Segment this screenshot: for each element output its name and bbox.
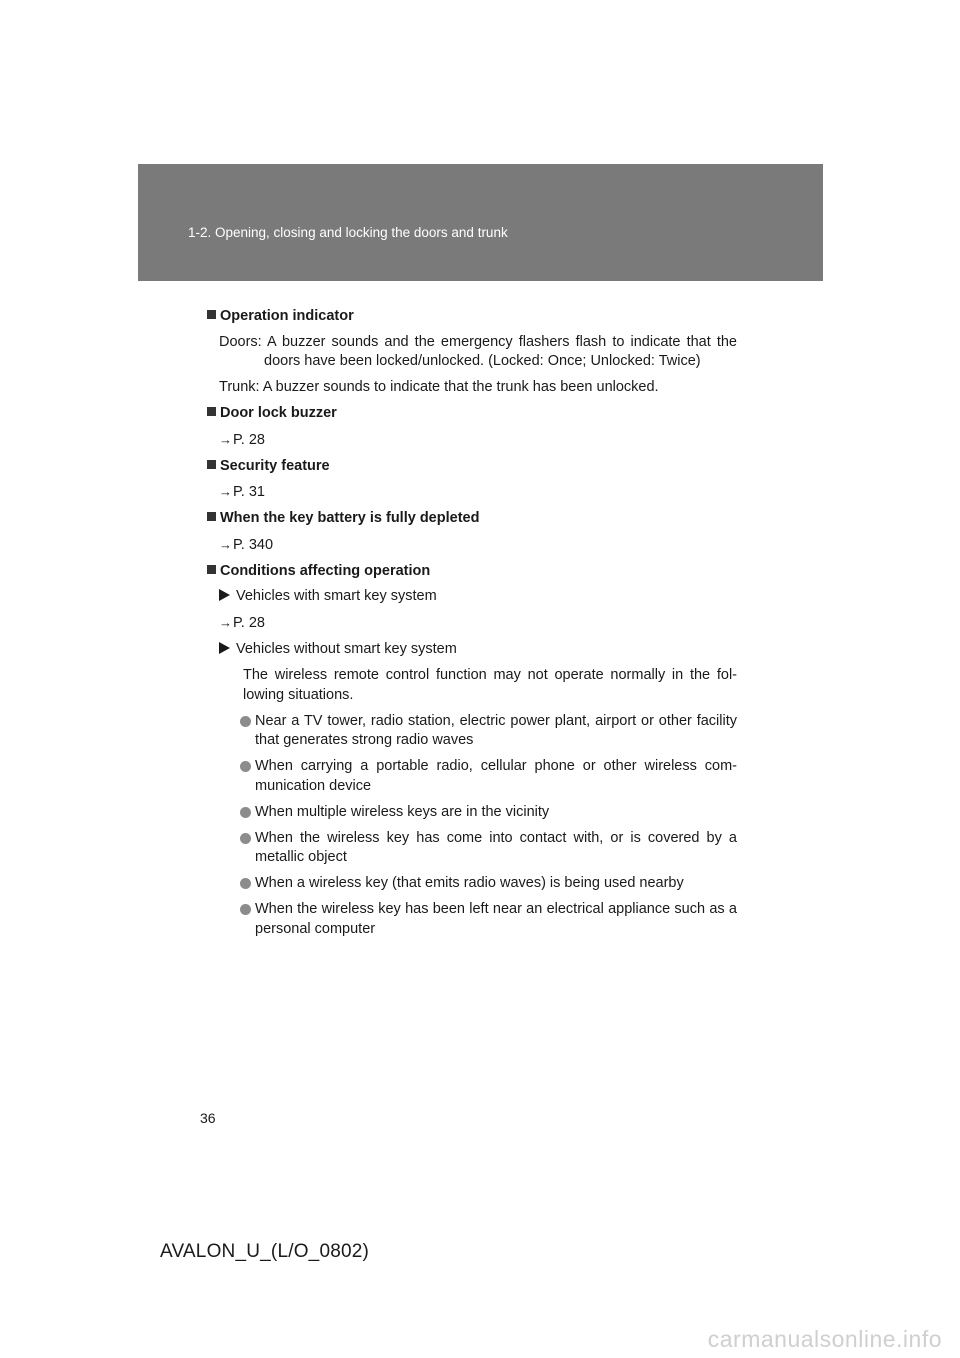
bullet-dot-icon [240,807,251,818]
arrow-right-icon: → [219,484,232,499]
triangle-marker-icon [219,589,230,601]
watermark: carmanualsonline.info [707,1326,942,1352]
vehicle-type-smart: Vehicles with smart key system [207,587,737,607]
conditions-intro: The wireless remote control function may not operate normally in the fol-lowing situations. [243,667,737,703]
arrow-right-icon: → [219,615,232,630]
heading-conditions: Conditions affecting operation [207,562,737,582]
doors-description: Doors: A buzzer sounds and the emergency flashers flash to indicate that the doors have been locked/unlocked. (Locked: Once; Unlocked: Twice) [219,333,737,369]
page-reference[interactable]: →P. 31 [219,484,265,500]
page-reference[interactable]: →P. 340 [219,536,274,553]
section-header-band [138,164,823,281]
list-item: When the wireless key has come into contact with, or is covered by a metallic object [207,829,737,868]
square-bullet-icon [207,310,216,319]
bullet-dot-icon [240,716,251,727]
manual-content [207,307,737,939]
bullet-dot-icon [240,833,251,844]
heading-door-lock-buzzer: Door lock buzzer [207,404,737,424]
list-item: When carrying a portable radio, cellular phone or other wireless com-munication device [207,757,737,796]
bullet-dot-icon [240,878,251,889]
heading-key-battery: When the key battery is fully depleted [207,509,737,529]
list-item: When a wireless key (that emits radio waves) is being used nearby [207,874,737,894]
bullet-dot-icon [240,761,251,772]
page-reference[interactable]: →P. 28 [219,431,265,448]
arrow-right-icon: → [219,536,232,552]
page-number: 36 [200,1110,216,1126]
square-bullet-icon [207,512,216,521]
heading-operation-indicator: Operation indicator [207,307,737,327]
section-title: 1-2. Opening, closing and locking the doors and trunk [188,225,508,240]
list-item: Near a TV tower, radio station, electric power plant, airport or other facility that generates strong radio waves [207,712,737,751]
bullet-dot-icon [240,904,251,915]
list-item: When multiple wireless keys are in the vicinity [207,803,737,823]
page-reference[interactable]: →P. 28 [219,615,265,631]
heading-security-feature: Security feature [207,457,737,477]
trunk-description: Trunk: A buzzer sounds to indicate that the trunk has been unlocked. [219,379,659,395]
vehicle-type-nonsmart: Vehicles without smart key system [207,640,737,660]
square-bullet-icon [207,565,216,574]
document-code: AVALON_U_(L/O_0802) [160,1241,370,1262]
square-bullet-icon [207,407,216,416]
square-bullet-icon [207,460,216,469]
list-item: When the wireless key has been left near an electrical appliance such as a personal computer [207,900,737,939]
triangle-marker-icon [219,642,230,654]
arrow-right-icon: → [219,431,232,447]
